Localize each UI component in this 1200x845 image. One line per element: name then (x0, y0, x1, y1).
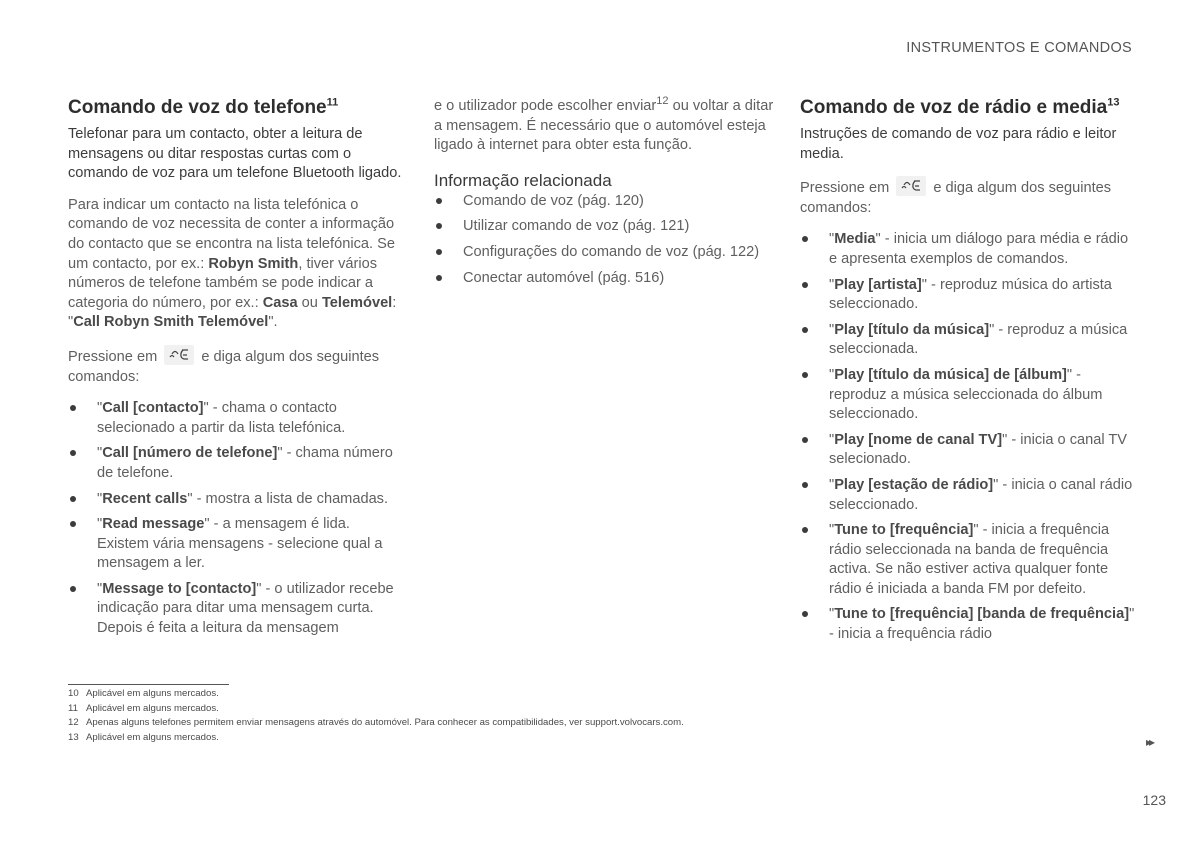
column-phone-voice (68, 96, 404, 645)
press-instruction: Pressione em e diga algum dos seguintes comandos: (68, 345, 404, 387)
section-title-radio: Comando de voz de rádio e media$^{13}$ (800, 96, 1120, 118)
list-item: "Call [contacto]" - chama o contacto selecionado a partir da lista telefónica. (68, 399, 404, 438)
media-command-list (800, 230, 1135, 644)
footnote-divider (68, 684, 229, 685)
list-item: "Call [número de telefone]" - chama número de telefone. (68, 444, 404, 483)
list-item: "Play [estação de rádio]" - inicia o canal rádio seleccionado. (800, 476, 1135, 515)
continuation-paragraph: e o utilizador pode escolher enviar$^{12}$ ou voltar a ditar a mensagem. É necessário que o automóvel esteja ligado à internet para obter esta função. (434, 95, 774, 154)
related-links-list (434, 192, 774, 288)
list-item: "Play [artista]" - reproduz música do artista seleccionado. (800, 276, 1135, 315)
lead-paragraph: Instruções de comando de voz para rádio e leitor media. (800, 126, 1117, 162)
running-header: INSTRUMENTOS E COMANDOS (906, 40, 1132, 56)
related-info-title: Informação relacionada (434, 170, 612, 190)
column-radio-media-voice (800, 96, 1135, 651)
page-number: 123 (1142, 792, 1166, 808)
voice-control-icon (164, 345, 194, 365)
list-item: "Read message" - a mensagem é lida. Existem vária mensagens - selecione qual a mensagem a ler. (68, 515, 404, 574)
contact-paragraph: Para indicar um contacto na lista telefónica o comando de voz necessita de conter a informação do contacto que se encontra na lista telefónica. Se um contacto, por ex.: Robyn Smith, tiver vários números de telefone também se pode indicar a categoria do número, por ex.: Casa ou Telemóvel: "Call Robyn Smith Telemóvel". (68, 196, 397, 331)
list-item: "Play [título da música]" - reproduz a música seleccionada. (800, 321, 1135, 360)
related-link[interactable]: Conectar automóvel (pág. 516) (434, 269, 774, 289)
footnote: 10 Aplicável em alguns mercados. (68, 688, 219, 699)
press-instruction: Pressione em e diga algum dos seguintes comandos: (800, 176, 1135, 218)
phone-command-list (68, 399, 404, 639)
list-item: "Tune to [frequência]" - inicia a frequência rádio seleccionada na banda de frequência activa. Se não estiver activa qualquer fonte rádio é iniciada a banda FM por defeito. (800, 521, 1135, 599)
list-item: "Message to [contacto]" - o utilizador recebe indicação para ditar uma mensagem curta. Depois é feita a leitura da mensagem (68, 580, 404, 639)
list-item: "Tune to [frequência] [banda de frequência]" - inicia a frequência rádio (800, 605, 1135, 644)
voice-control-icon (896, 176, 926, 196)
related-link[interactable]: Utilizar comando de voz (pág. 121) (434, 217, 774, 237)
continue-arrows-icon[interactable]: ▸▸ (1146, 735, 1153, 749)
column-continuation (434, 97, 774, 294)
list-item: "Recent calls" - mostra a lista de chamadas. (68, 490, 404, 510)
lead-paragraph: Telefonar para um contacto, obter a leitura de mensagens ou ditar respostas curtas com o comando de voz para um telefone Bluetooth ligado. (68, 126, 402, 182)
footnote: 13 Aplicável em alguns mercados. (68, 731, 219, 743)
section-title-phone: Comando de voz do telefone$^{11}$ (68, 96, 339, 118)
footnotes (68, 684, 968, 745)
list-item: "Play [título da música] de [álbum]" - reproduz a música seleccionada do álbum seleccionado. (800, 366, 1135, 425)
related-link[interactable]: Comando de voz (pág. 120) (434, 192, 774, 212)
list-item: "Media" - inicia um diálogo para média e rádio e apresenta exemplos de comandos. (800, 230, 1135, 269)
footnote: 12 Apenas alguns telefones permitem enviar mensagens através do automóvel. Para conhecer as compatibilidades, ver support.volvocars.com. (68, 717, 684, 729)
footnote: 11 Aplicável em alguns mercados. (68, 702, 219, 714)
list-item: "Play [nome de canal TV]" - inicia o canal TV selecionado. (800, 431, 1135, 470)
related-link[interactable]: Configurações do comando de voz (pág. 122) (434, 243, 774, 263)
